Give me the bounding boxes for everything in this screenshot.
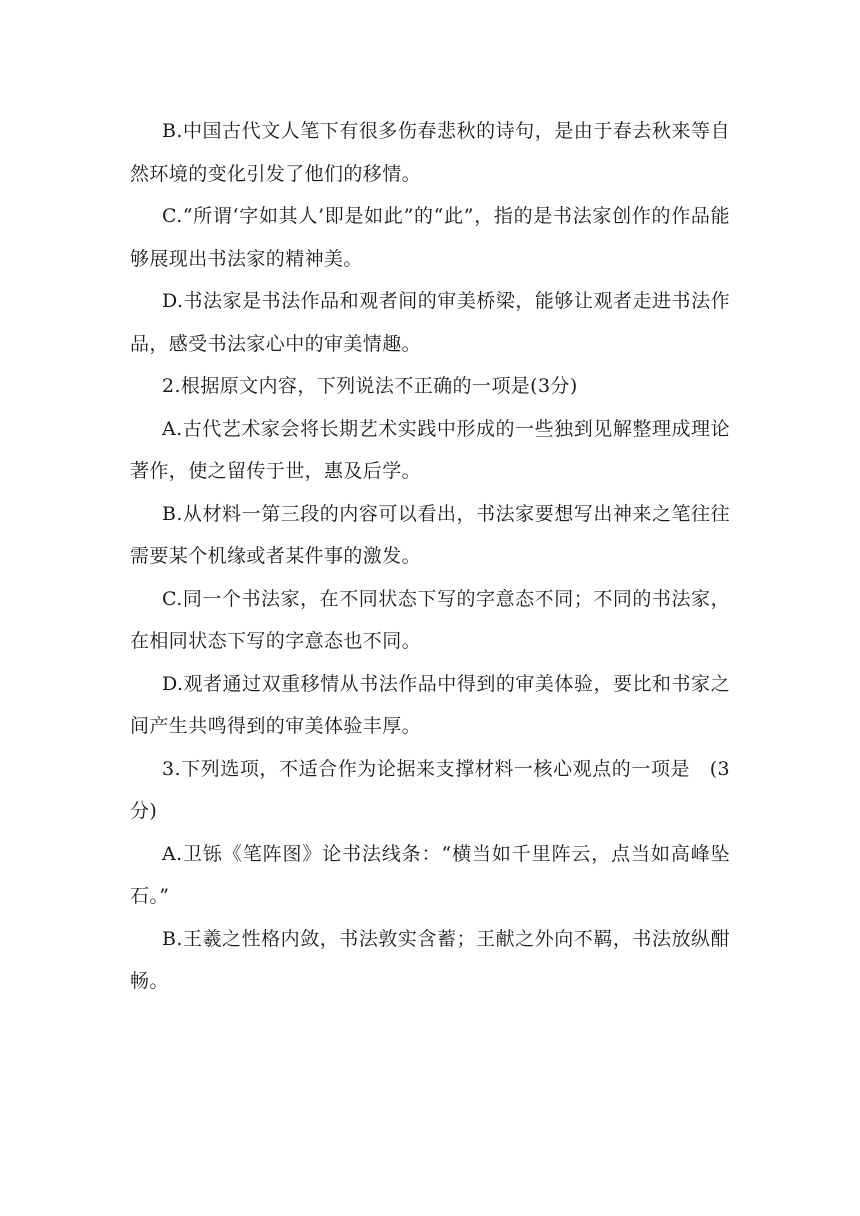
option-d-paragraph: D.书法家是书法作品和观者间的审美桥梁，能够让观者走进书法作品，感受书法家心中的审美情趣。 bbox=[130, 290, 730, 355]
question-2-option-b: B.从材料一第三段的内容可以看出，书法家要想写出神来之笔往往需要某个机缘或者某件事的激发。 bbox=[130, 502, 730, 567]
document-body bbox=[130, 110, 730, 1003]
option-b-paragraph: B.中国古代文人笔下有很多伤春悲秋的诗句，是由于春去秋来等自然环境的变化引发了他们的移情。 bbox=[130, 120, 730, 185]
question-3-stem: 3.下列选项，不适合作为论据来支撑材料一核心观点的一项是 (3分) bbox=[130, 757, 730, 822]
option-c-paragraph: C.“所谓‘字如其人’即是如此”的“此”，指的是书法家创作的作品能够展现出书法家的精神美。 bbox=[130, 205, 730, 270]
question-3-option-a: A.卫铄《笔阵图》论书法线条：“横当如千里阵云，点当如高峰坠石。” bbox=[130, 842, 730, 907]
question-2-option-a: A.古代艺术家会将长期艺术实践中形成的一些独到见解整理成理论著作，使之留传于世，惠及后学。 bbox=[130, 417, 730, 482]
question-2-stem: 2.根据原文内容，下列说法不正确的一项是(3分) bbox=[162, 375, 578, 397]
question-2-option-d: D.观者通过双重移情从书法作品中得到的审美体验，要比和书家之间产生共鸣得到的审美体验丰厚。 bbox=[130, 672, 730, 737]
question-3-option-b: B.王羲之性格内敛，书法敦实含蓄；王献之外向不羁，书法放纵酣畅。 bbox=[130, 927, 730, 992]
question-2-option-c: C.同一个书法家，在不同状态下写的字意态不同；不同的书法家，在相同状态下写的字意态也不同。 bbox=[130, 587, 730, 652]
